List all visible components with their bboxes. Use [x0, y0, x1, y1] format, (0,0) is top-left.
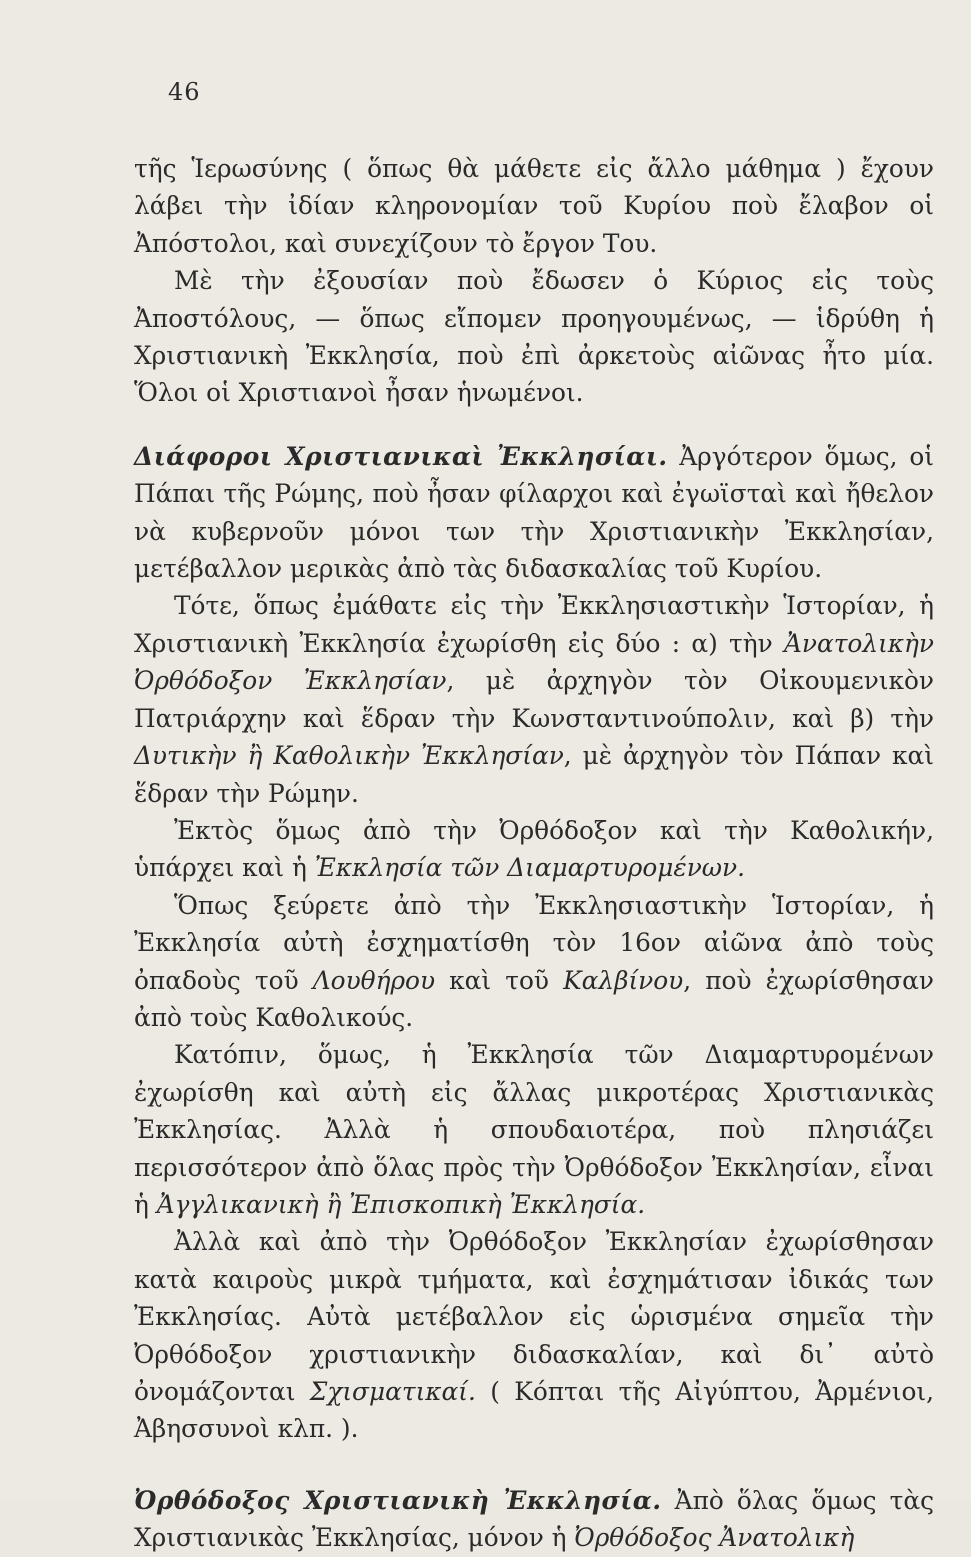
paragraph-text: Ὅπως ξεύρετε ἀπὸ τὴν Ἐκκλησιαστικὴν Ἱστορίαν, ἡ Ἐκκλησία αὐτὴ ἐσχηματίσθη τὸν 16ον αἰῶνα ἀπὸ τοὺς ὀπαδοὺς τοῦ [134, 890, 934, 995]
paragraph [134, 887, 934, 1037]
paragraph-text: Ἀπὸ ὅλας ὅμως τὰς Χριστιανικὰς Ἐκκλησίας, μόνον ἡ [134, 1485, 934, 1553]
page-number: 46 [168, 78, 201, 106]
paragraph-text: καὶ τοῦ [435, 965, 564, 995]
paragraph-text: Ἀργότερον ὅμως, οἱ Πάπαι τῆς Ρώμης, ποὺ ἦσαν φίλαρχοι καὶ ἐγωϊσταὶ καὶ ἤθελον νὰ κυβερνοῦν μόνοι των τὴν Χριστιανικὴν Ἐκκλησίαν, μετέβαλλον μερικὰς ἀπὸ τὰς διδασκαλίας τοῦ Κυρίου. [134, 441, 934, 584]
paragraph [134, 1036, 934, 1223]
paragraph [134, 262, 934, 412]
italic-term: Ὀρθόδοξος Ἀνατολικὴ [574, 1523, 855, 1553]
paragraph-text: , μὲ ἀρχηγὸν τὸν Οἰκουμενικὸν Πατριάρχην καὶ ἕδραν τὴν Κωνσταντινούπολιν, καὶ β) τὴν [134, 666, 934, 733]
paragraph-text: τῆς Ἱερωσύνης ( ὅπως θὰ μάθετε εἰς ἄλλο μάθημα ) ἔχουν λάβει τὴν ἰδίαν κληρονομίαν τοῦ Κυρίου ποὺ ἔλαβον οἱ Ἀπόστολοι, καὶ συνεχίζουν τὸ ἔργον Του. [134, 154, 934, 258]
italic-term: Ἀνατολικὴν Ὀρθόδοξον Ἐκκλησίαν [134, 628, 934, 696]
paragraph-text: Ἐκτὸς ὅμως ἀπὸ τὴν Ὀρθόδοξον καὶ τὴν Καθολικήν, ὑπάρχει καὶ ἡ [134, 815, 934, 883]
paragraph-text: Ἀλλὰ καὶ ἀπὸ τὴν Ὀρθόδοξον Ἐκκλησίαν ἐχωρίσθησαν κατὰ καιροὺς μικρὰ τμήματα, καὶ ἐσχημάτισαν ἰδικάς των Ἐκκλησίας. Αὐτὰ μετέβαλλον εἰς ὡρισμένα σημεῖα τὴν Ὀρθόδοξον χριστιανικὴν διδασκαλίαν, καὶ δι᾽ αὐτὸ ὀνομάζονται [134, 1227, 934, 1406]
paragraph [134, 1223, 934, 1447]
paragraph [134, 587, 934, 811]
paragraph-text: Μὲ τὴν ἐξουσίαν ποὺ ἔδωσεν ὁ Κύριος εἰς τοὺς Ἀποστόλους, — ὅπως εἴπομεν προηγουμένως, — ἱδρύθη ἡ Χριστιανικὴ Ἐκκλησία, ποὺ ἐπὶ ἀρκετοὺς αἰῶνας ἦτο μία. Ὅλοι οἱ Χριστιανοὶ ἦσαν ἡνωμένοι. [134, 266, 934, 408]
body-text [134, 150, 934, 1557]
paragraph-text: Τότε, ὅπως ἐμάθατε εἰς τὴν Ἐκκλησιαστικὴν Ἱστορίαν, ἡ Χριστιανικὴ Ἐκκλησία ἐχωρίσθη εἰς δύο : α) τὴν [134, 591, 934, 658]
italic-term: Λουθήρου [312, 965, 436, 995]
paragraph-text: ( Κόπται τῆς Αἰγύπτου, Ἀρμένιοι, Ἀβησσυνοὶ κλπ. ). [134, 1377, 934, 1444]
italic-term: Καλβίνου [563, 965, 684, 995]
paragraph-text: Κατόπιν, ὅμως, ἡ Ἐκκλησία τῶν Διαμαρτυρομένων ἐχωρίσθη καὶ αὐτὴ εἰς ἄλλας μικροτέρας Χριστιανικὰς Ἐκκλησίας. Ἀλλὰ ἡ σπουδαιοτέρα, ποὺ πλησιάζει περισσότερον ἀπὸ ὅλας πρὸς τὴν Ὀρθόδοξον Ἐκκλησίαν, εἶναι ἡ [134, 1040, 934, 1219]
paragraph [134, 150, 934, 262]
paragraph [134, 812, 934, 887]
paragraph [134, 1482, 934, 1557]
section-heading: Ὀρθόδοξος Χριστιανικὴ Ἐκκλησία. [134, 1485, 662, 1515]
italic-term: Σχισματικαί. [309, 1377, 476, 1406]
paragraph [134, 438, 934, 588]
italic-term: Ἀγγλικανικὴ ἢ Ἐπισκοπικὴ Ἐκκλησία. [156, 1189, 646, 1219]
paragraph-text: , μὲ ἀρχηγὸν τὸν Πάπαν καὶ ἕδραν τὴν Ρώμην. [134, 741, 935, 808]
italic-term: Ἐκκλησία τῶν Διαμαρτυρομένων. [314, 853, 745, 883]
italic-term: Δυτικὴν ἢ Καθολικὴν Ἐκκλησίαν [134, 741, 564, 771]
paragraph-text: , ποὺ ἐχωρίσθησαν ἀπὸ τοὺς Καθολικούς. [134, 965, 934, 1032]
section-heading: Διάφοροι Χριστιανικαὶ Ἐκκλησίαι. [134, 441, 668, 471]
